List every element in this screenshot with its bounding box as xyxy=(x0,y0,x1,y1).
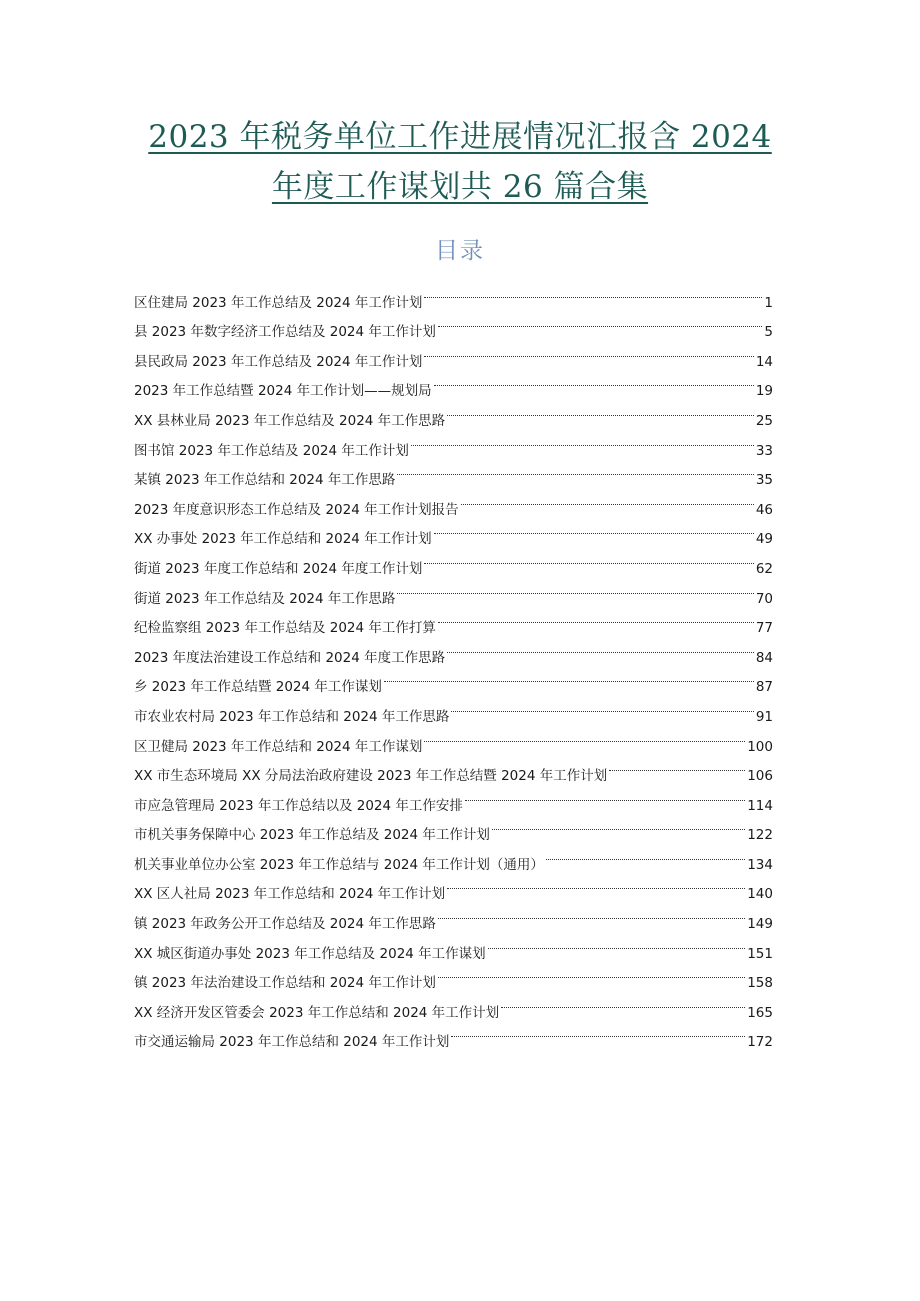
toc-entry-page: 1 xyxy=(764,294,773,311)
toc-entry-title: 区卫健局 2023 年工作总结和 2024 年工作谋划 xyxy=(134,738,423,755)
toc-dot-leader xyxy=(461,484,754,514)
toc-dot-leader xyxy=(424,336,753,366)
toc-dot-leader xyxy=(424,543,753,573)
toc-dot-leader xyxy=(501,987,745,1017)
toc-entry-title: 街道 2023 年度工作总结和 2024 年度工作计划 xyxy=(134,560,423,577)
toc-entry-page: 46 xyxy=(755,501,773,518)
toc-entry-page: 84 xyxy=(755,649,773,666)
toc-entry-page: 165 xyxy=(747,1004,773,1021)
toc-entry-title: 2023 年度意识形态工作总结及 2024 年工作计划报告 xyxy=(134,501,459,518)
toc-entry-page: 87 xyxy=(755,679,773,696)
toc-dot-leader xyxy=(447,869,745,899)
toc-entry-page: 151 xyxy=(747,945,773,962)
toc-dot-leader xyxy=(438,307,763,337)
toc-entry-page: 25 xyxy=(755,412,773,429)
title-line-1: 2023 年税务单位工作进展情况汇报含 2024 xyxy=(148,119,772,155)
toc-heading: 目录 xyxy=(435,238,485,264)
toc-dot-leader xyxy=(451,1017,745,1047)
toc-entry-title: 乡 2023 年工作总结暨 2024 年工作谋划 xyxy=(134,679,382,696)
toc-dot-leader xyxy=(465,780,745,810)
toc-dot-leader xyxy=(434,514,754,544)
toc-entry-title: 2023 年工作总结暨 2024 年工作计划——规划局 xyxy=(134,383,432,400)
toc-dot-leader xyxy=(397,573,753,603)
toc-dot-leader xyxy=(447,395,754,425)
toc-entry-title: XX 县林业局 2023 年工作总结及 2024 年工作思路 xyxy=(134,412,446,429)
toc-entry-title: 县 2023 年数字经济工作总结及 2024 年工作计划 xyxy=(134,324,436,341)
toc-entry-page: 5 xyxy=(764,324,773,341)
toc-entry-page: 158 xyxy=(747,975,773,992)
toc-dot-leader xyxy=(546,839,745,869)
toc-entry-title: 市农业农村局 2023 年工作总结和 2024 年工作思路 xyxy=(134,708,450,725)
toc-entry-title: XX 经济开发区管委会 2023 年工作总结和 2024 年工作计划 xyxy=(134,1004,500,1021)
toc-dot-leader xyxy=(384,662,754,692)
toc-entry-page: 19 xyxy=(755,383,773,400)
toc-entry-title: XX 城区街道办事处 2023 年工作总结及 2024 年工作谋划 xyxy=(134,945,486,962)
toc-entry-title: 镇 2023 年政务公开工作总结及 2024 年工作思路 xyxy=(134,916,436,933)
toc-entry-page: 70 xyxy=(755,590,773,607)
toc-dot-leader xyxy=(438,898,745,928)
title-line-2: 年度工作谋划共 26 篇合集 xyxy=(271,169,649,205)
toc-entry-page: 140 xyxy=(747,886,773,903)
toc-entry-title: 图书馆 2023 年工作总结及 2024 年工作计划 xyxy=(134,442,409,459)
toc-entry-title: 区住建局 2023 年工作总结及 2024 年工作计划 xyxy=(134,294,423,311)
toc-entry-title: 2023 年度法治建设工作总结和 2024 年度工作思路 xyxy=(134,649,446,666)
toc-entry-title: XX 市生态环境局 XX 分局法治政府建设 2023 年工作总结暨 2024 年工作计划 xyxy=(134,768,608,785)
document-title xyxy=(0,112,920,212)
toc-entry-page: 33 xyxy=(755,442,773,459)
toc-entry[interactable] xyxy=(134,277,773,311)
toc-dot-leader xyxy=(424,721,745,751)
toc-dot-leader xyxy=(438,603,754,633)
toc-dot-leader xyxy=(438,958,745,988)
toc-entry-page: 122 xyxy=(747,827,773,844)
toc-entry-title: 机关事业单位办公室 2023 年工作总结与 2024 年工作计划（通用） xyxy=(134,856,544,873)
toc-entry-title: 市交通运输局 2023 年工作总结和 2024 年工作计划 xyxy=(134,1034,450,1051)
toc-entry-page: 134 xyxy=(747,856,773,873)
toc-entry-title: XX 区人社局 2023 年工作总结和 2024 年工作计划 xyxy=(134,886,446,903)
toc-entry-page: 114 xyxy=(747,797,773,814)
toc-entry-title: 街道 2023 年工作总结及 2024 年工作思路 xyxy=(134,590,396,607)
toc-entry-title: 市机关事务保障中心 2023 年工作总结及 2024 年工作计划 xyxy=(134,827,490,844)
toc-dot-leader xyxy=(492,810,745,840)
table-of-contents xyxy=(134,277,773,1051)
toc-dot-leader xyxy=(609,751,745,781)
toc-dot-leader xyxy=(411,425,754,455)
toc-entry-title: 纪检监察组 2023 年工作总结及 2024 年工作打算 xyxy=(134,620,436,637)
toc-entry-page: 91 xyxy=(755,708,773,725)
toc-entry-page: 62 xyxy=(755,560,773,577)
toc-entry-page: 35 xyxy=(755,472,773,489)
toc-dot-leader xyxy=(451,691,753,721)
toc-entry-page: 49 xyxy=(755,531,773,548)
toc-entry-title: 县民政局 2023 年工作总结及 2024 年工作计划 xyxy=(134,353,423,370)
toc-entry-page: 77 xyxy=(755,620,773,637)
toc-entry-title: 市应急管理局 2023 年工作总结以及 2024 年工作安排 xyxy=(134,797,463,814)
toc-dot-leader xyxy=(397,455,753,485)
toc-entry-title: XX 办事处 2023 年工作总结和 2024 年工作计划 xyxy=(134,531,432,548)
toc-entry-page: 149 xyxy=(747,916,773,933)
toc-entry-title: 某镇 2023 年工作总结和 2024 年工作思路 xyxy=(134,472,396,489)
toc-dot-leader xyxy=(434,366,754,396)
toc-dot-leader xyxy=(488,928,746,958)
toc-dot-leader xyxy=(447,632,754,662)
toc-entry-page: 106 xyxy=(747,768,773,785)
toc-entry-page: 100 xyxy=(747,738,773,755)
toc-entry-page: 14 xyxy=(755,353,773,370)
toc-entry-page: 172 xyxy=(747,1034,773,1051)
toc-entry-title: 镇 2023 年法治建设工作总结和 2024 年工作计划 xyxy=(134,975,436,992)
toc-dot-leader xyxy=(424,277,762,307)
